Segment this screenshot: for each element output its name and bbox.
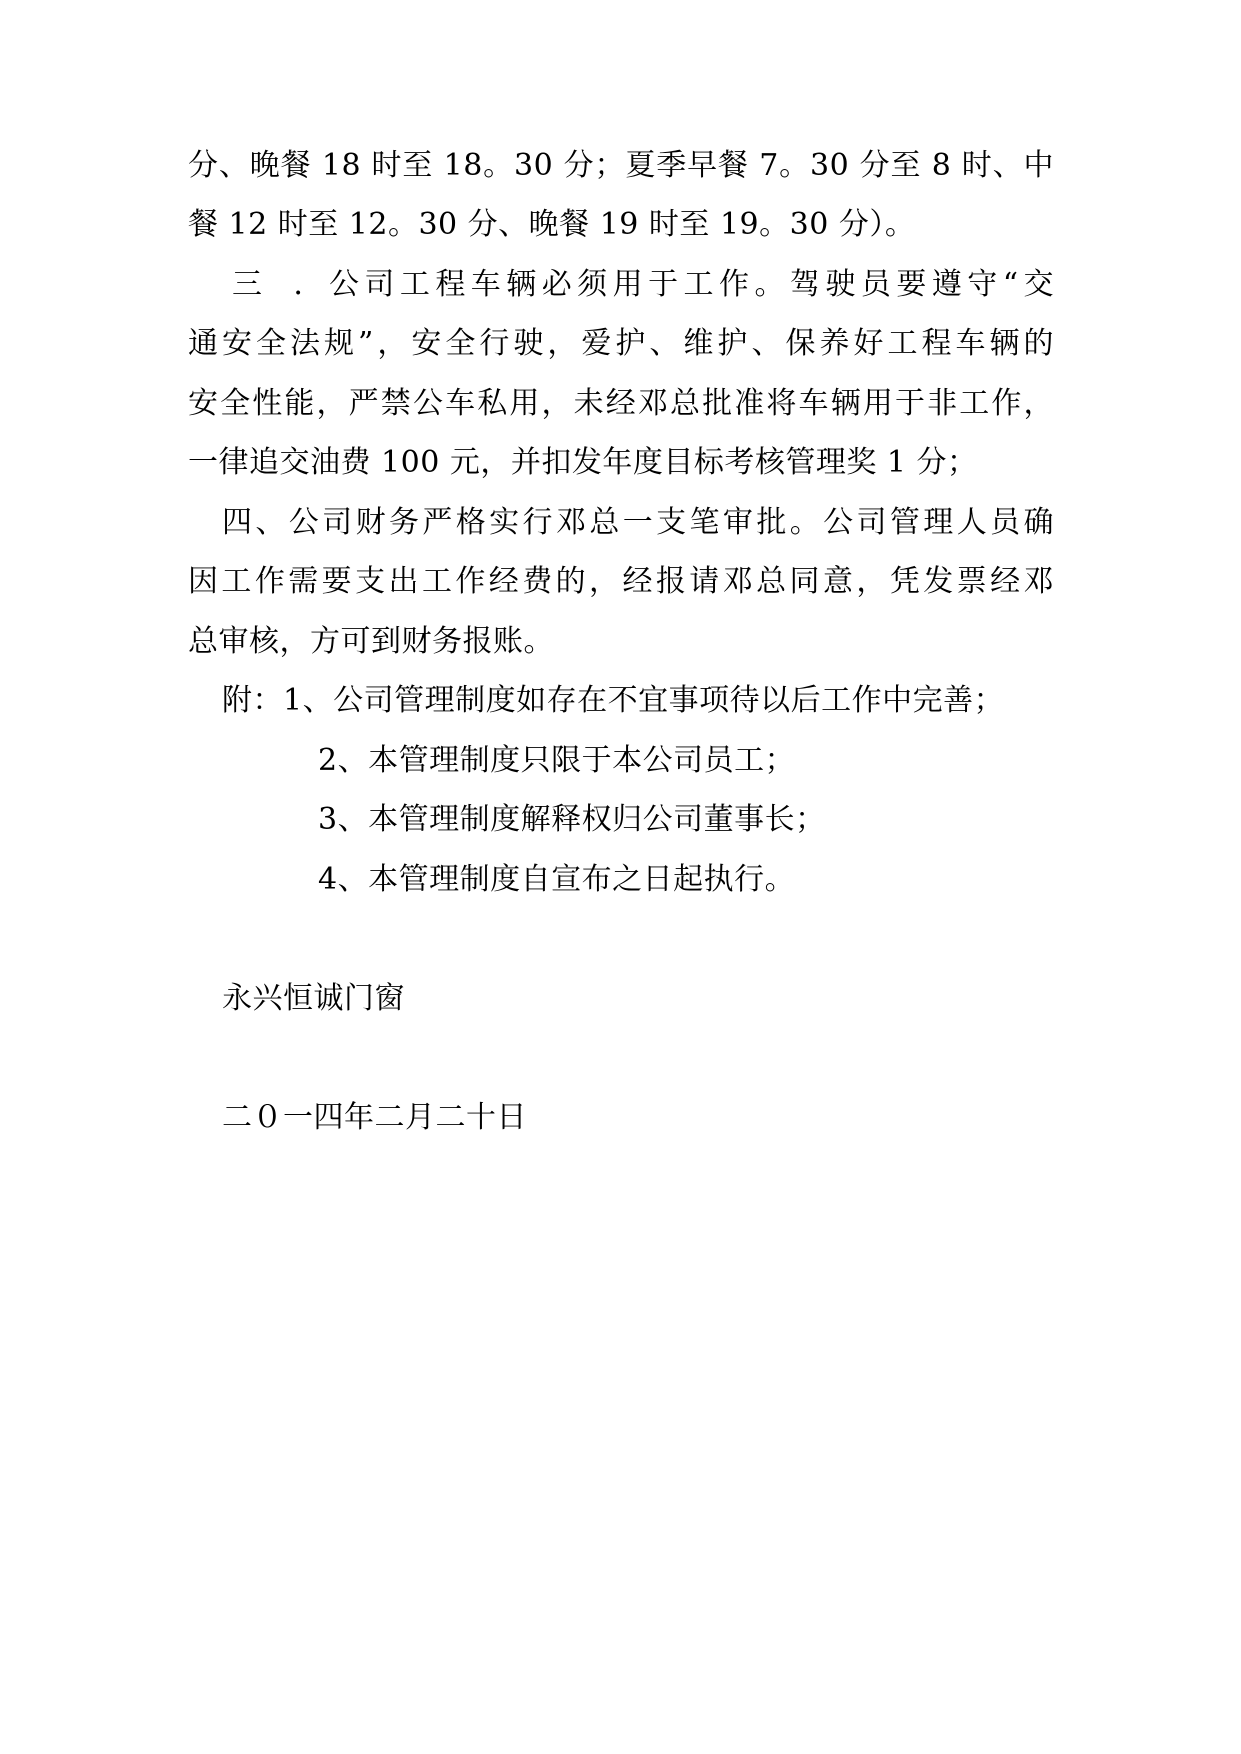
company-signature: 永兴恒诚门窗: [222, 981, 405, 1016]
appendix-item-4: 4、本管理制度自宣布之日起执行。: [318, 862, 796, 897]
section-four-line-3: 总审核，方可到财务报账。: [188, 624, 554, 659]
appendix-item-1: 附：1、公司管理制度如存在不宜事项待以后工作中完善；: [222, 683, 1005, 718]
paragraph-line-1: 分、晚餐 18 时至 18。30 分；夏季早餐 7。30 分至 8 时、中: [188, 148, 1054, 183]
paragraph-line-2: 餐 12 时至 12。30 分、晚餐 19 时至 19。30 分）。: [188, 207, 916, 242]
section-three-line-3: 安全性能，严禁公车私用，未经邓总批准将车辆用于非工作，: [188, 386, 1054, 421]
appendix-item-2: 2、本管理制度只限于本公司员工；: [318, 743, 796, 778]
appendix-item-3: 3、本管理制度解释权归公司董事长；: [318, 802, 826, 837]
document-date: 二０一四年二月二十日: [222, 1100, 527, 1135]
section-three-text: 公司工程车辆必须用于工作。驾驶员要遵守“交: [324, 267, 1054, 302]
section-three-label: 三．: [232, 267, 324, 302]
section-three-line-1: [232, 265, 1054, 305]
section-three-line-2: 通安全法规”，安全行驶，爱护、维护、保养好工程车辆的: [188, 326, 1054, 361]
section-three-line-4: 一律追交油费 100 元，并扣发年度目标考核管理奖 1 分；: [188, 445, 978, 480]
section-four-line-1: 四、公司财务严格实行邓总一支笔审批。公司管理人员确: [222, 505, 1054, 540]
section-four-line-2: 因工作需要支出工作经费的，经报请邓总同意，凭发票经邓: [188, 564, 1054, 599]
